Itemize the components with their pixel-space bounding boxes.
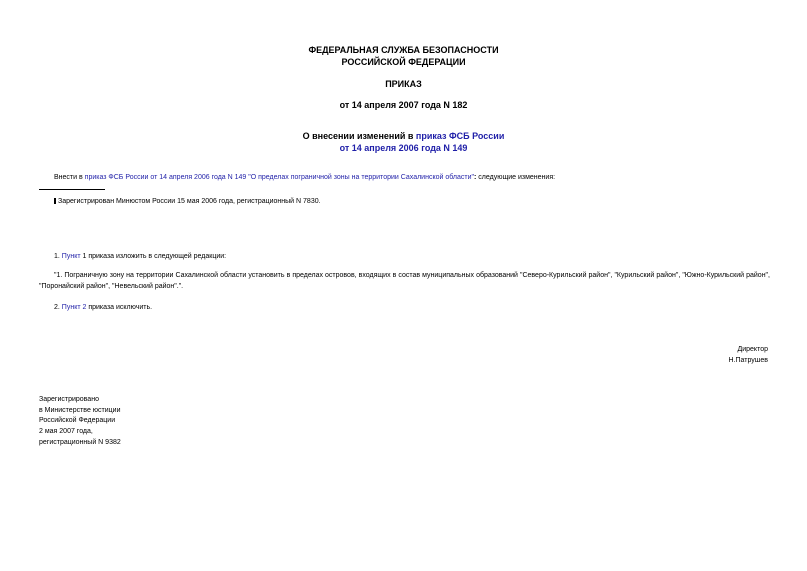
document-title xyxy=(0,131,807,141)
footnote xyxy=(54,196,321,207)
item-2-number: 2. xyxy=(54,304,62,311)
title-order-link[interactable]: приказ ФСБ России xyxy=(415,131,505,141)
item-1 xyxy=(54,251,226,262)
registration-line5: регистрационный N 9382 xyxy=(39,439,121,446)
document-date-number: от 14 апреля 2007 года N 182 xyxy=(339,100,468,110)
intro-order-link[interactable]: приказ ФСБ России от 14 апреля 2006 года N 149 "О пределах пограничной зоны на территории Сахалинской области" xyxy=(84,174,474,181)
agency-name-line2: РОССИЙСКОЙ ФЕДЕРАЦИИ xyxy=(341,57,466,67)
item-1-text: 1 приказа изложить в следующей редакции: xyxy=(80,253,227,260)
item-1-link[interactable]: Пункт xyxy=(61,253,81,260)
document-type: ПРИКАЗ xyxy=(385,79,422,89)
intro-colon: : xyxy=(474,174,477,181)
title-prefix: О внесении изменений в xyxy=(302,131,416,141)
item-2-link[interactable]: Пункт 2 xyxy=(61,304,87,311)
footnote-divider xyxy=(39,189,105,190)
item-1-quote: "1. Пограничную зону на территории Сахалинской области установить в пределах островов, входящих в состав муниципальных образований "Северо-Курильский район", "Курильский район", "Южно-Курильский район", "Поронайский район", "Невельский район".". xyxy=(39,272,770,290)
agency-name-line1: ФЕДЕРАЛЬНАЯ СЛУЖБА БЕЗОПАСНОСТИ xyxy=(308,45,499,55)
registration-line1: Зарегистрировано xyxy=(39,396,99,403)
registration-line4: 2 мая 2007 года, xyxy=(39,428,93,435)
intro-prefix: Внести в xyxy=(54,174,85,181)
intro-paragraph xyxy=(54,172,555,183)
item-2 xyxy=(54,302,152,313)
registration-line3: Российской Федерации xyxy=(39,417,116,424)
title-order-link-date[interactable]: от 14 апреля 2006 года N 149 xyxy=(339,143,468,153)
signature-position: Директор xyxy=(737,346,768,353)
footnote-text: Зарегистрирован Минюстом России 15 мая 2006 года, регистрационный N 7830. xyxy=(58,198,321,205)
item-1-number: 1. xyxy=(54,253,62,260)
footnote-marker-icon xyxy=(54,198,56,204)
registration-line2: в Министерстве юстиции xyxy=(39,407,121,414)
signature-name: Н.Патрушев xyxy=(728,357,768,364)
item-2-text: приказа исключить. xyxy=(86,304,153,311)
intro-suffix: следующие изменения: xyxy=(476,174,556,181)
